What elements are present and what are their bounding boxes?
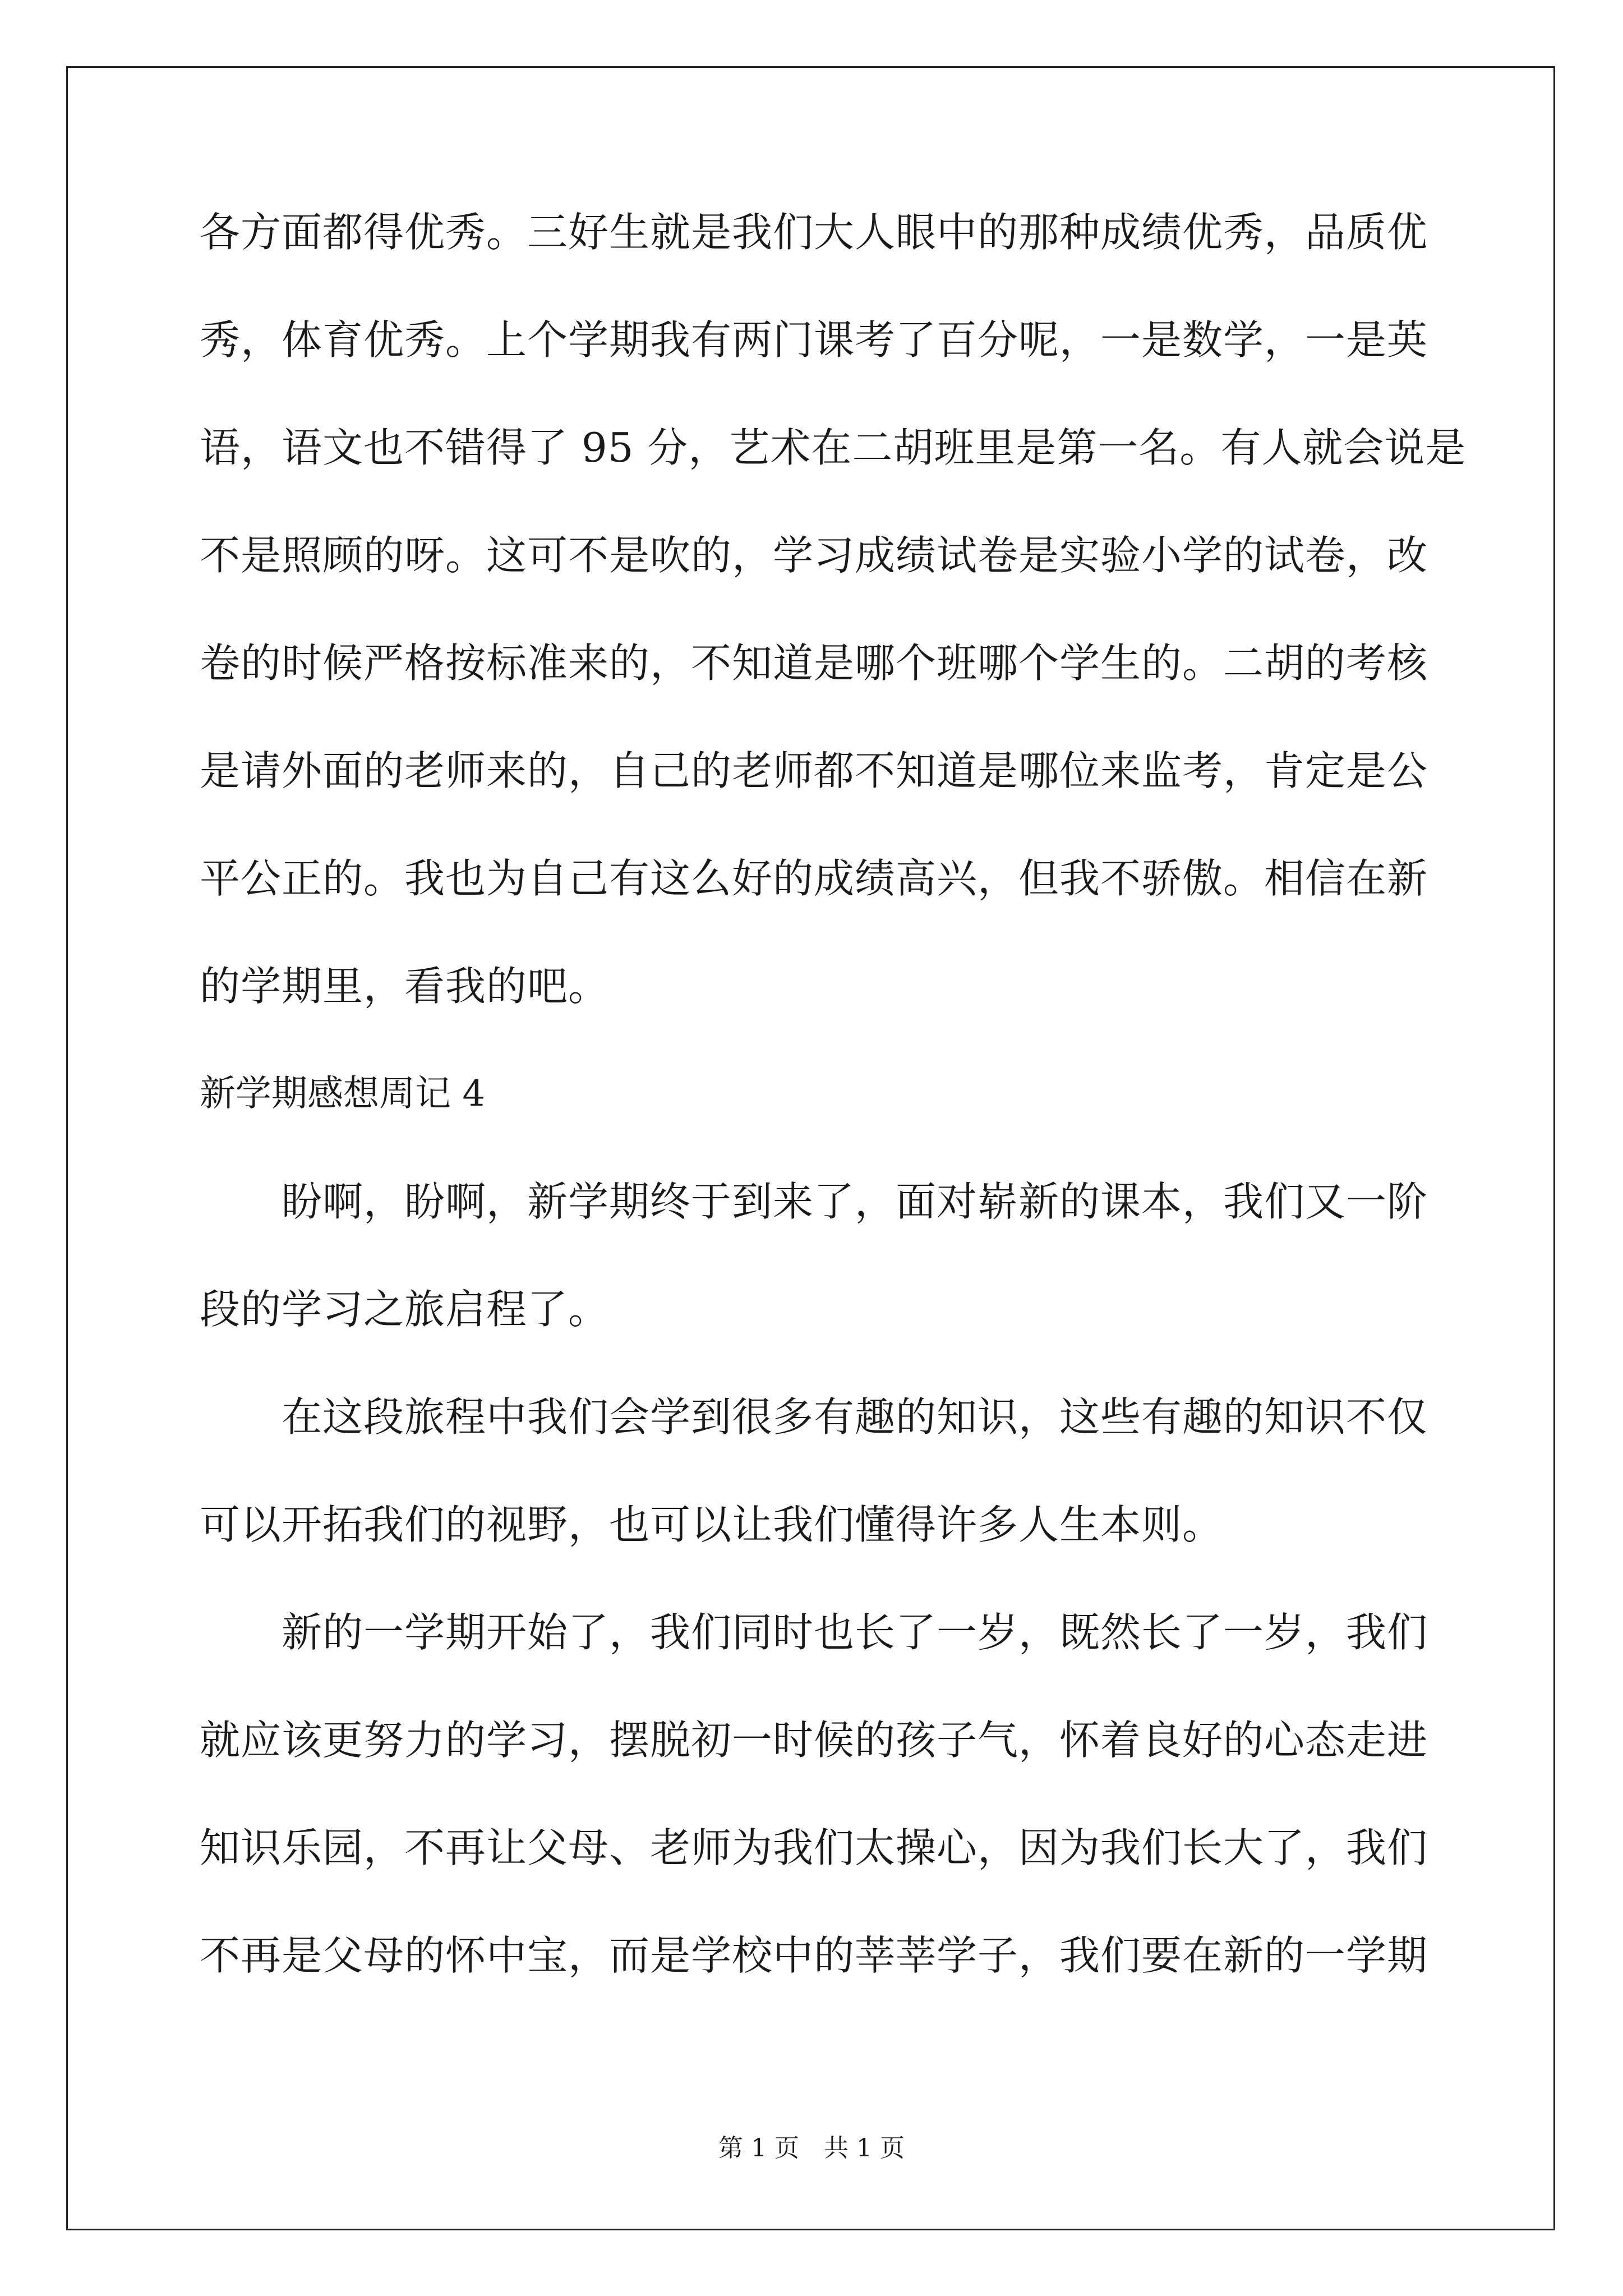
- text-line: 不是照顾的呀。这可不是吹的，学习成绩试卷是实验小学的试卷，改: [200, 532, 1428, 579]
- text-line: 不再是父母的怀中宝，而是学校中的莘莘学子，我们要在新的一学期: [200, 1932, 1428, 1979]
- text-line: 的学期里，看我的吧。: [200, 963, 610, 1010]
- page-footer: 第 1 页 共 1 页: [718, 2134, 905, 2162]
- text-line: 语，语文也不错得了 95 分，艺术在二胡班里是第一名。有人就会说是: [200, 424, 1467, 471]
- text-line: 盼啊，盼啊，新学期终于到来了，面对崭新的课本，我们又一阶: [282, 1178, 1428, 1225]
- document-body: [200, 205, 1467, 1982]
- text-line: 在这段旅程中我们会学到很多有趣的知识，这些有趣的知识不仅: [282, 1393, 1428, 1441]
- text-line: 可以开拓我们的视野，也可以让我们懂得许多人生本则。: [200, 1501, 1224, 1548]
- text-line: 平公正的。我也为自己有这么好的成绩高兴，但我不骄傲。相信在新: [200, 855, 1428, 902]
- text-line: 新的一学期开始了，我们同时也长了一岁，既然长了一岁，我们: [282, 1609, 1428, 1656]
- section-heading: 新学期感想周记 4: [200, 1073, 486, 1115]
- text-line: 各方面都得优秀。三好生就是我们大人眼中的那种成绩优秀，品质优: [200, 209, 1428, 256]
- text-line: 就应该更努力的学习，摆脱初一时候的孩子气，怀着良好的心态走进: [200, 1717, 1428, 1764]
- text-line: 卷的时候严格按标准来的，不知道是哪个班哪个学生的。二胡的考核: [200, 639, 1428, 687]
- text-line: 知识乐园，不再让父母、老师为我们太操心，因为我们长大了，我们: [200, 1824, 1428, 1871]
- text-line: 是请外面的老师来的，自己的老师都不知道是哪位来监考，肯定是公: [200, 747, 1428, 794]
- text-line: 秀，体育优秀。上个学期我有两门课考了百分呢，一是数学，一是英: [200, 316, 1428, 364]
- text-line: 段的学习之旅启程了。: [200, 1286, 610, 1333]
